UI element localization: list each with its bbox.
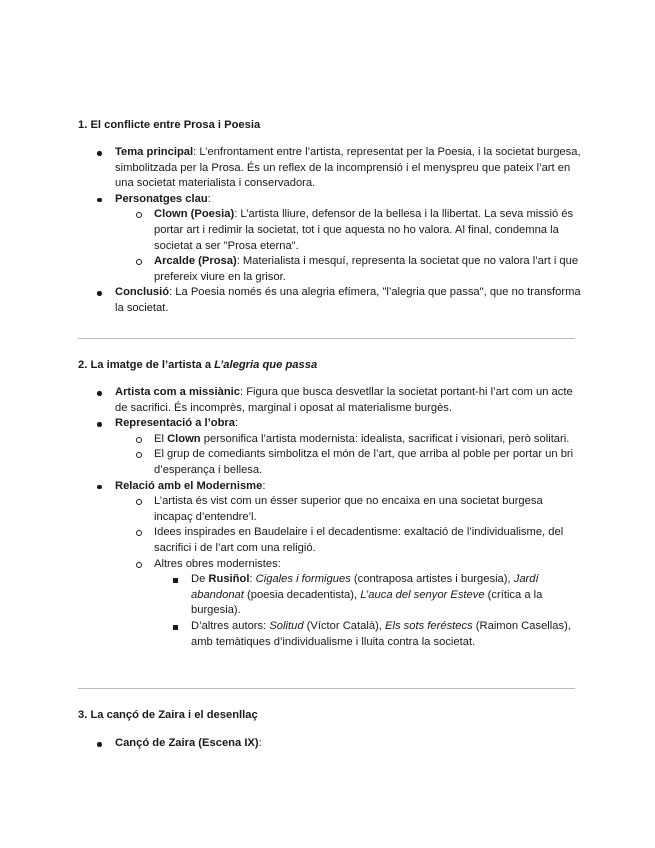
relacio-sublist bbox=[154, 494, 584, 650]
section-1-heading bbox=[78, 118, 260, 134]
section-1-title: 1. El conflicte entre Prosa i Poesia bbox=[78, 119, 261, 131]
personatges-label: Personatges clau bbox=[115, 192, 208, 205]
altres-autors-prefix: D’altres autors: bbox=[191, 619, 270, 632]
list-item bbox=[115, 145, 585, 192]
list-item bbox=[154, 447, 584, 478]
arcalde-text: : Materialista i mesquí, representa la societat que no valora l’art i que prefereix viure en la grisor. bbox=[154, 255, 579, 283]
rel-3-text: Altres obres modernistes: bbox=[154, 557, 281, 570]
personatges-colon: : bbox=[207, 192, 211, 205]
relacio-label: Relació amb el Modernisme bbox=[115, 479, 263, 492]
work-title: Cigales i formigues bbox=[255, 573, 351, 586]
list-item bbox=[154, 525, 584, 556]
rusinol-name: Rusiñol bbox=[208, 573, 250, 586]
work-title: L’auca del senyor Esteve bbox=[360, 588, 485, 601]
tema-label: Tema principal bbox=[115, 146, 194, 158]
list-item bbox=[115, 416, 585, 478]
work-title: Els sots feréstecs bbox=[385, 619, 473, 632]
zaira-label: Cançó de Zaira (Escena IX) bbox=[115, 737, 259, 749]
work-note: (poesia decadentista), bbox=[243, 588, 361, 601]
work-title: Solitud bbox=[269, 619, 304, 632]
repr-1-prefix: El bbox=[154, 432, 168, 445]
artista-text: : Figura que busca desvetllar la societat portant-hi l’art com un acte de sacrifici. És incomprès, marginal i oposat al materialisme burgès. bbox=[115, 386, 573, 414]
representacio-sublist bbox=[154, 432, 584, 479]
horizontal-divider bbox=[78, 688, 575, 689]
altres-obres-sublist bbox=[191, 572, 581, 650]
repr-2-text: El grup de comediants simbolitza el món de l’art, que arriba al poble per portar un bri d’esperança i bellesa. bbox=[154, 448, 574, 476]
work-title: Jardí abandonat bbox=[191, 573, 539, 601]
list-item bbox=[191, 619, 581, 650]
section-2-title-italic: L’alegria que passa bbox=[214, 359, 318, 371]
list-item bbox=[154, 557, 584, 651]
personatges-sublist bbox=[154, 207, 584, 285]
repr-1-text: personifica l’artista modernista: idealista, sacrificat i visionari, però solitari. bbox=[200, 432, 570, 445]
clown-text: : L’artista lliure, defensor de la bellesa i la llibertat. La seva missió és portar art i redimir la societat, tot i que aquesta no ho valora. Al final, condemna la societat a ser "Prosa eterna". bbox=[154, 208, 574, 252]
zaira-colon: : bbox=[258, 737, 262, 749]
tema-text: : L’enfrontament entre l’artista, representat per la Poesia, i la societat burgesa, simbolitzada per la Prosa. És un reflex de la incomprensió i el menyspreu que pateix l’art en una societat materialista i conservadora. bbox=[115, 146, 581, 190]
list-item bbox=[115, 385, 585, 416]
rusinol-prefix: De bbox=[191, 573, 209, 586]
relacio-colon: : bbox=[262, 479, 266, 492]
section-3-list bbox=[115, 736, 585, 752]
list-item bbox=[115, 736, 585, 752]
repr-1-clown: Clown bbox=[167, 432, 201, 445]
section-2-title-prefix: 2. La imatge de l’artista a bbox=[78, 359, 215, 371]
horizontal-divider bbox=[78, 338, 575, 339]
list-item bbox=[115, 285, 585, 316]
rel-1-text: L’artista és vist com un ésser superior que no encaixa en una societat burgesa incapaç d’entendre’l. bbox=[154, 495, 543, 523]
section-2-heading bbox=[78, 358, 317, 374]
list-item bbox=[191, 572, 581, 619]
list-item bbox=[154, 254, 584, 285]
section-3-title: 3. La cançó de Zaira i el desenllaç bbox=[78, 709, 258, 721]
section-3-heading bbox=[78, 708, 258, 724]
list-item bbox=[115, 192, 585, 286]
work-note: (Víctor Català), bbox=[303, 619, 386, 632]
arcalde-label: Arcalde (Prosa) bbox=[154, 255, 237, 268]
list-item bbox=[154, 494, 584, 525]
section-1-list bbox=[115, 145, 585, 317]
section-2-list bbox=[115, 385, 585, 650]
clown-label: Clown (Poesia) bbox=[154, 208, 235, 221]
artista-label: Artista com a missiànic bbox=[115, 386, 240, 398]
conclusio-label: Conclusió bbox=[115, 286, 170, 299]
work-note: (crítica a la burgesia). bbox=[191, 588, 543, 617]
rusinol-colon: : bbox=[249, 573, 256, 586]
work-note: (Raimon Casellas), amb temàtiques d’individualisme i lluita contra la societat. bbox=[191, 619, 571, 648]
list-item bbox=[154, 207, 584, 254]
representacio-colon: : bbox=[235, 417, 239, 430]
representacio-label: Representació a l’obra bbox=[115, 417, 235, 430]
conclusio-text: : La Poesia només és una alegria efímera, "l’alegria que passa", que no transforma la societat. bbox=[115, 286, 581, 314]
rel-2-text: Idees inspirades en Baudelaire i el decadentisme: exaltació de l’individualisme, del sacrifici i de l’art com una religió. bbox=[154, 526, 564, 554]
list-item bbox=[154, 432, 584, 448]
work-note: (contraposa artistes i burgesia), bbox=[350, 573, 514, 586]
list-item bbox=[115, 479, 585, 651]
